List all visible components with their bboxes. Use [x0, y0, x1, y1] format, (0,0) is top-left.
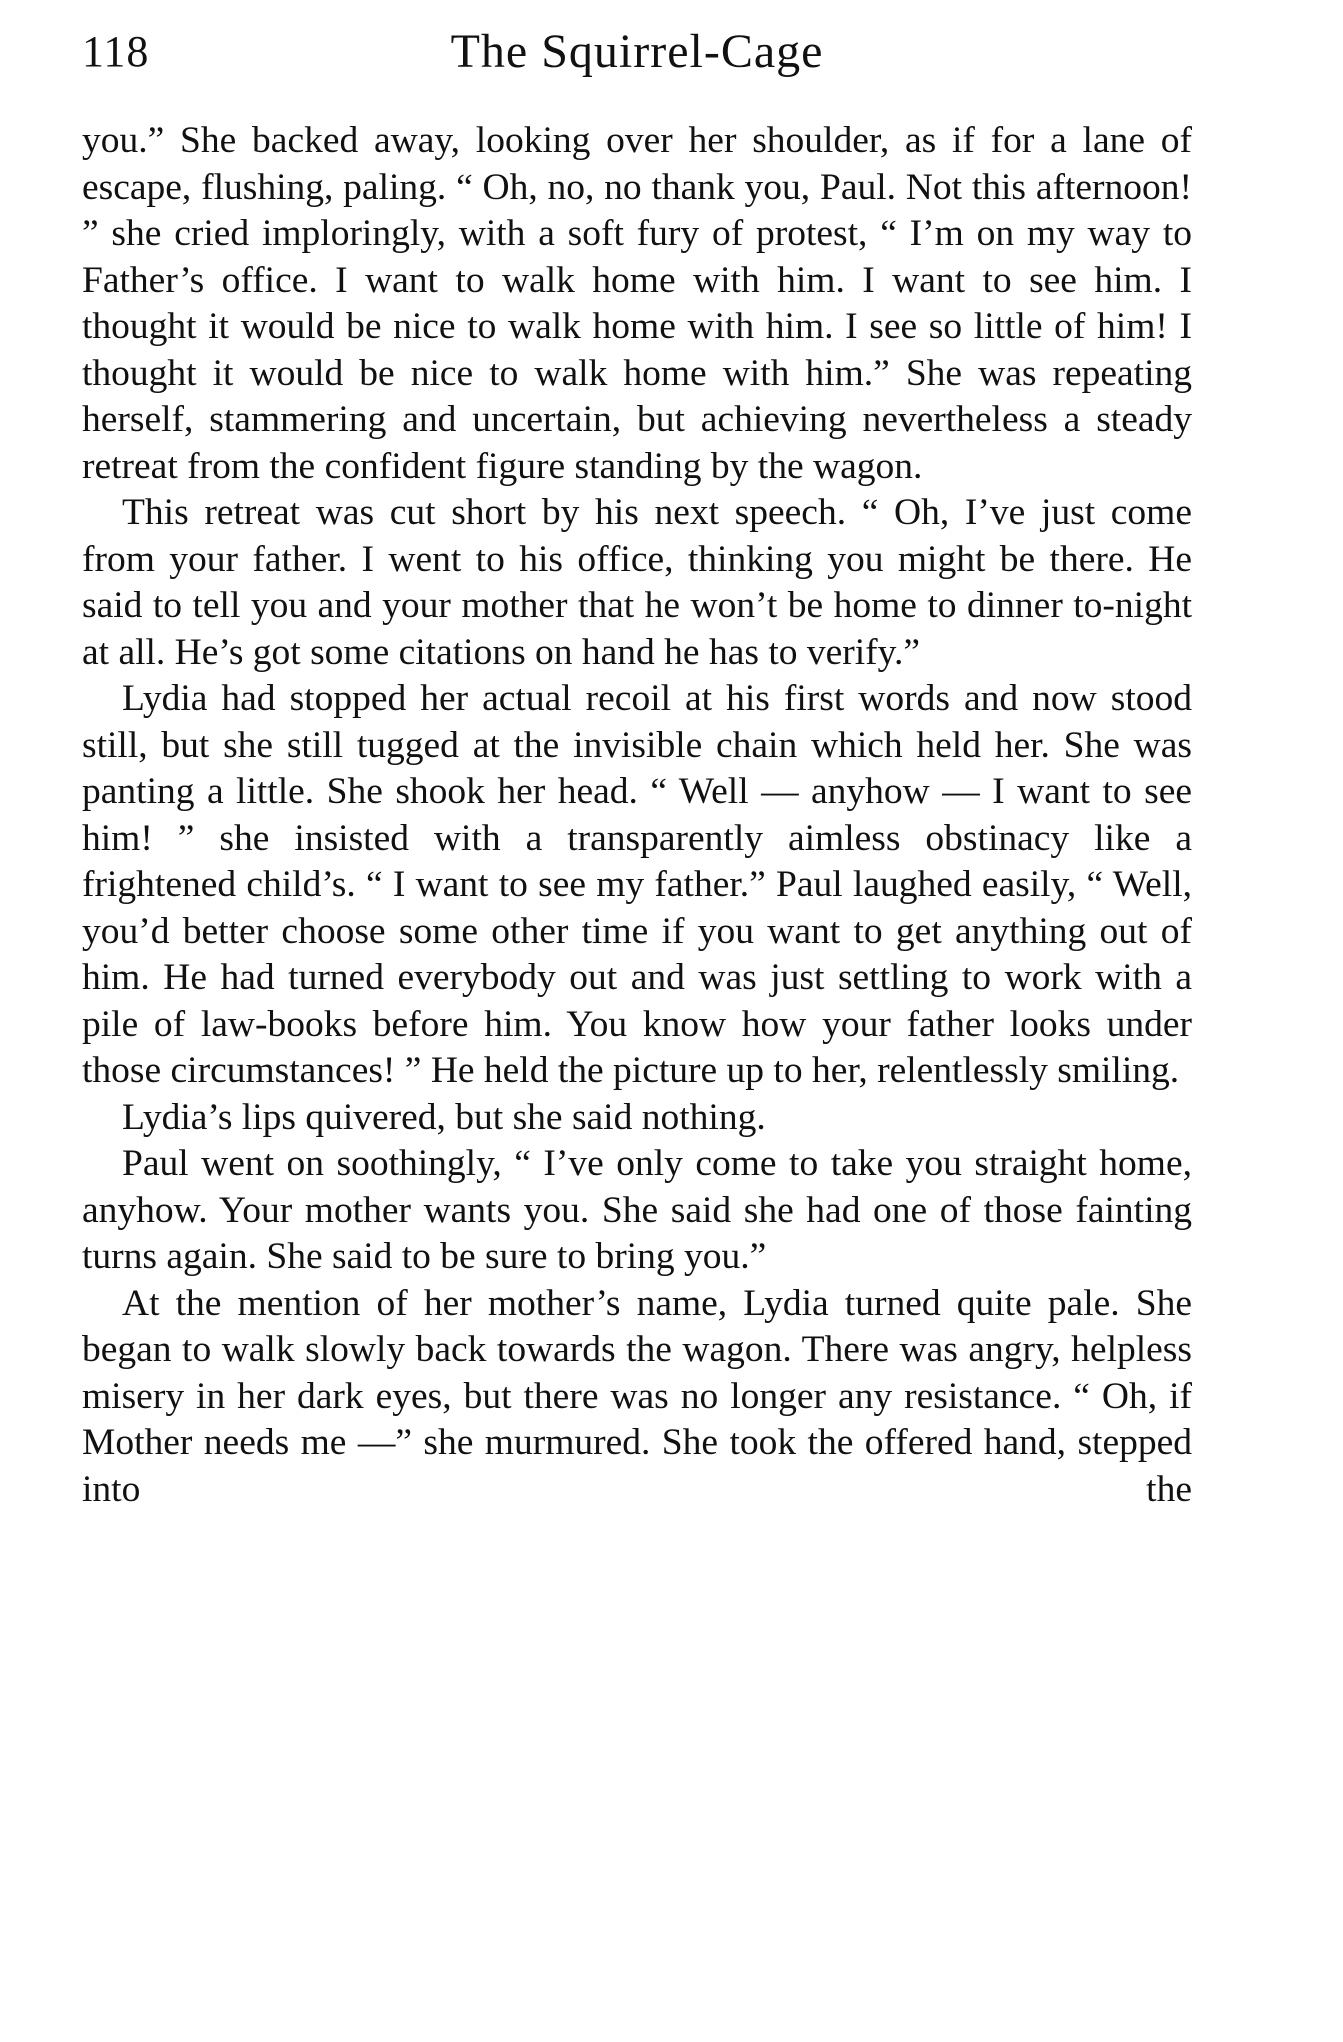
paragraph-1: you.” She backed away, looking over her shoulder, as if for a lane of escape, flushing, paling. “ Oh, no, no thank you, Paul. Not this afternoon! ” she cried imploringly, with a soft fury of protest, “ I’m on my way to Father’s office. I want to walk home with him. I want to see him. I thought it would be nice to walk home with him. I see so little of him! I thought it would be nice to walk home with him.” She was repeating herself, stammering and uncertain, but achieving nevertheless a steady retreat from the confident figure standing by the wagon. — [82, 120, 1192, 487]
paragraph-4: Lydia’s lips quivered, but she said nothing. — [122, 1096, 766, 1138]
running-head — [82, 22, 1192, 82]
paragraph-2: This retreat was cut short by his next speech. “ Oh, I’ve just come from your father. I went to his office, thinking you might be there. He said to tell you and your mother that he won’t be home to dinner to-night at all. He’s got some citations on hand he has to verify.” — [82, 492, 1192, 673]
book-title: The Squirrel-Cage — [450, 25, 824, 78]
body-text — [82, 118, 1192, 1513]
paragraph-5: Paul went on soothingly, “ I’ve only come to take you straight home, anyhow. Your mother wants you. She said she had one of those fainting turns again. She said to be sure to bring you.” — [82, 1143, 1192, 1277]
page-number: 118 — [82, 27, 150, 76]
paragraph-6: At the mention of her mother’s name, Lydia turned quite pale. She began to walk slowly back towards the wagon. There was angry, helpless misery in her dark eyes, but there was no longer any resistance. “ Oh, if Mother needs me —” she murmured. She took the offered hand, stepped into the — [82, 1282, 1192, 1510]
paragraph-3: Lydia had stopped her actual recoil at his first words and now stood still, but she still tugged at the invisible chain which held her. She was panting a little. She shook her head. “ Well — anyhow — I want to see him! ” she insisted with a transparently aimless obstinacy like a frightened child’s. “ I want to see my father.” Paul laughed easily, “ Well, you’d better choose some other time if you want to get anything out of him. He had turned everybody out and was just settling to work with a pile of law-books before him. You know how your father looks under those circumstances! ” He held the picture up to her, relentlessly smiling. — [82, 678, 1192, 1091]
